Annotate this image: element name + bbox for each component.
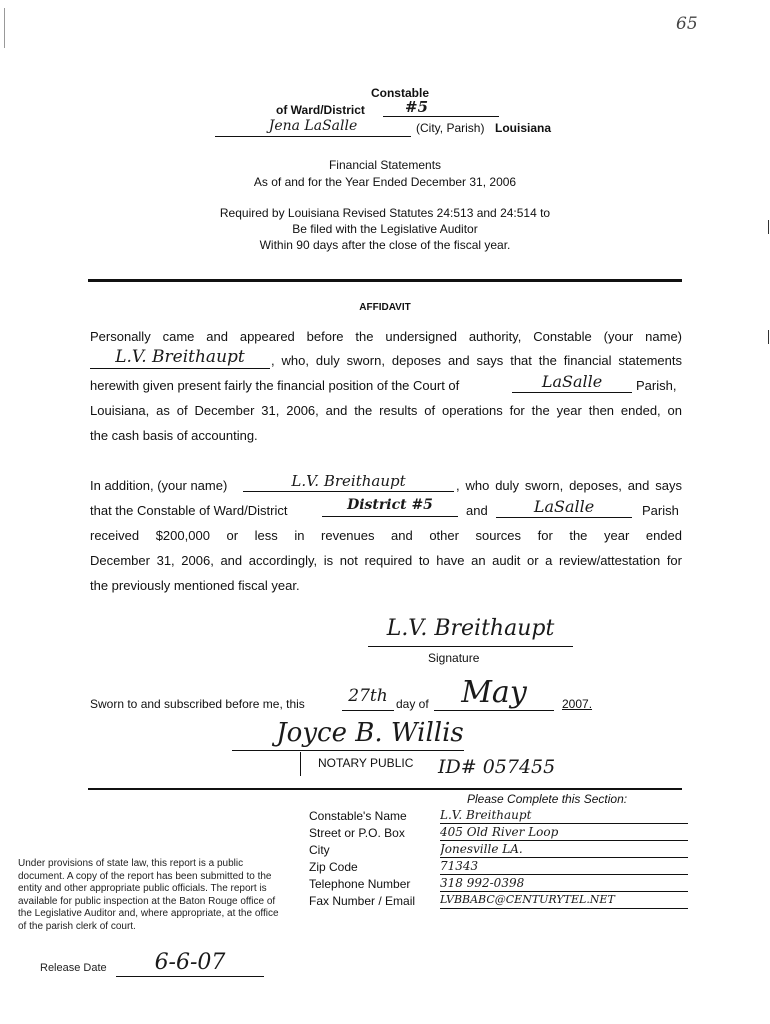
notary-id: ID# 057455 bbox=[438, 756, 556, 778]
street-value: 405 Old River Loop bbox=[440, 825, 688, 841]
contact-heading: Please Complete this Section: bbox=[467, 792, 628, 806]
notary-label: NOTARY PUBLIC bbox=[318, 756, 414, 770]
sworn-day-label: day of bbox=[396, 697, 429, 711]
constable-name-label: Constable's Name bbox=[309, 809, 407, 823]
affidavit-p2-district: District #5 bbox=[322, 497, 458, 517]
public-notice: Under provisions of state law, this report is a public document. A copy of the report has been submitted to the entity and other appropriate public officials. The report is available for public inspection at the Baton Rouge office of the Legislative Auditor and, where appropriate, at the office of the parish clerk of court. bbox=[18, 858, 279, 932]
phone-label: Telephone Number bbox=[309, 877, 411, 891]
affidavit-p1-parish: LaSalle bbox=[512, 372, 632, 393]
header-divider bbox=[88, 279, 682, 282]
notary-stroke bbox=[300, 752, 301, 776]
release-date-value: 6-6-07 bbox=[116, 950, 264, 977]
affidavit-p2-parish: LaSalle bbox=[496, 497, 632, 518]
affidavit-p2-line2b: Parish bbox=[642, 503, 679, 518]
fax-email-value: LVBBABC@CENTURYTEL.NET bbox=[440, 893, 688, 909]
affidavit-p2-line1a: In addition, (your name) bbox=[90, 478, 228, 493]
ward-value: #5 bbox=[383, 98, 499, 117]
city-parish-value: Jena LaSalle bbox=[215, 118, 411, 137]
affidavit-p1-line1: Personally came and appeared before the undersigned authority, Constable (your name) bbox=[90, 329, 682, 344]
constable-name-value: L.V. Breithaupt bbox=[440, 808, 688, 824]
notary-divider bbox=[88, 788, 682, 790]
affidavit-p2-line5: the previously mentioned fiscal year. bbox=[90, 578, 300, 593]
notary-sign-line bbox=[232, 750, 464, 751]
affidavit-p1-line5: the cash basis of accounting. bbox=[90, 428, 258, 443]
zip-value: 71343 bbox=[440, 859, 688, 875]
affidavit-p2-and: and bbox=[466, 503, 488, 518]
edge-mark-2 bbox=[768, 330, 769, 344]
affidavit-p1-line3a: herewith given present fairly the financial position of the Court of bbox=[90, 378, 460, 393]
city-parish-label: (City, Parish) bbox=[416, 121, 485, 135]
constable-signature: L.V. Breithaupt bbox=[368, 616, 573, 647]
city-value: Jonesville LA. bbox=[440, 842, 688, 858]
affidavit-p2-line1b: , who duly sworn, deposes, and says bbox=[456, 478, 682, 493]
affidavit-heading: AFFIDAVIT bbox=[359, 302, 411, 313]
fax-email-label: Fax Number / Email bbox=[309, 894, 416, 908]
scan-mark bbox=[4, 8, 5, 48]
zip-label: Zip Code bbox=[309, 860, 358, 874]
release-date-label: Release Date bbox=[40, 962, 107, 974]
fs-title: Financial Statements bbox=[328, 158, 442, 172]
phone-value: 318 992-0398 bbox=[440, 876, 688, 892]
corner-note: 65 bbox=[676, 14, 698, 34]
edge-mark-1 bbox=[768, 220, 769, 234]
ward-label: of Ward/District bbox=[276, 103, 365, 117]
affidavit-p2-name: L.V. Breithaupt bbox=[243, 472, 454, 492]
header-title: Constable bbox=[370, 86, 429, 100]
affidavit-p2-line4: December 31, 2006, and accordingly, is not required to have an audit or a review/attestation for bbox=[90, 553, 682, 568]
city-label: City bbox=[309, 843, 330, 857]
sworn-prefix: Sworn to and subscribed before me, this bbox=[90, 697, 305, 711]
fs-period: As of and for the Year Ended December 31, 2006 bbox=[253, 175, 517, 189]
affidavit-p1-line2: , who, duly sworn, deposes and says that the financial statements bbox=[271, 353, 682, 368]
requirement-line-1: Required by Louisiana Revised Statutes 24:513 and 24:514 to bbox=[219, 206, 551, 220]
requirement-line-2: Be filed with the Legislative Auditor bbox=[292, 222, 478, 236]
affidavit-p1-line3b: Parish, bbox=[636, 378, 677, 393]
sworn-month: May bbox=[434, 676, 554, 711]
affidavit-p2-line2a: that the Constable of Ward/District bbox=[90, 503, 288, 518]
requirement-line-3: Within 90 days after the close of the fiscal year. bbox=[259, 238, 511, 252]
sworn-year: 2007. bbox=[562, 697, 593, 711]
affidavit-p2-line3: received $200,000 or less in revenues and other sources for the year ended bbox=[90, 528, 682, 543]
affidavit-p1-name: L.V. Breithaupt bbox=[90, 347, 270, 369]
affidavit-p1-line4: Louisiana, as of December 31, 2006, and the results of operations for the year then ended, on bbox=[90, 403, 682, 418]
signature-label: Signature bbox=[428, 651, 480, 665]
street-label: Street or P.O. Box bbox=[309, 826, 405, 840]
notary-signature: Joyce B. Willis bbox=[276, 718, 464, 748]
sworn-day: 27th bbox=[342, 686, 394, 711]
state-label: Louisiana bbox=[495, 121, 552, 135]
